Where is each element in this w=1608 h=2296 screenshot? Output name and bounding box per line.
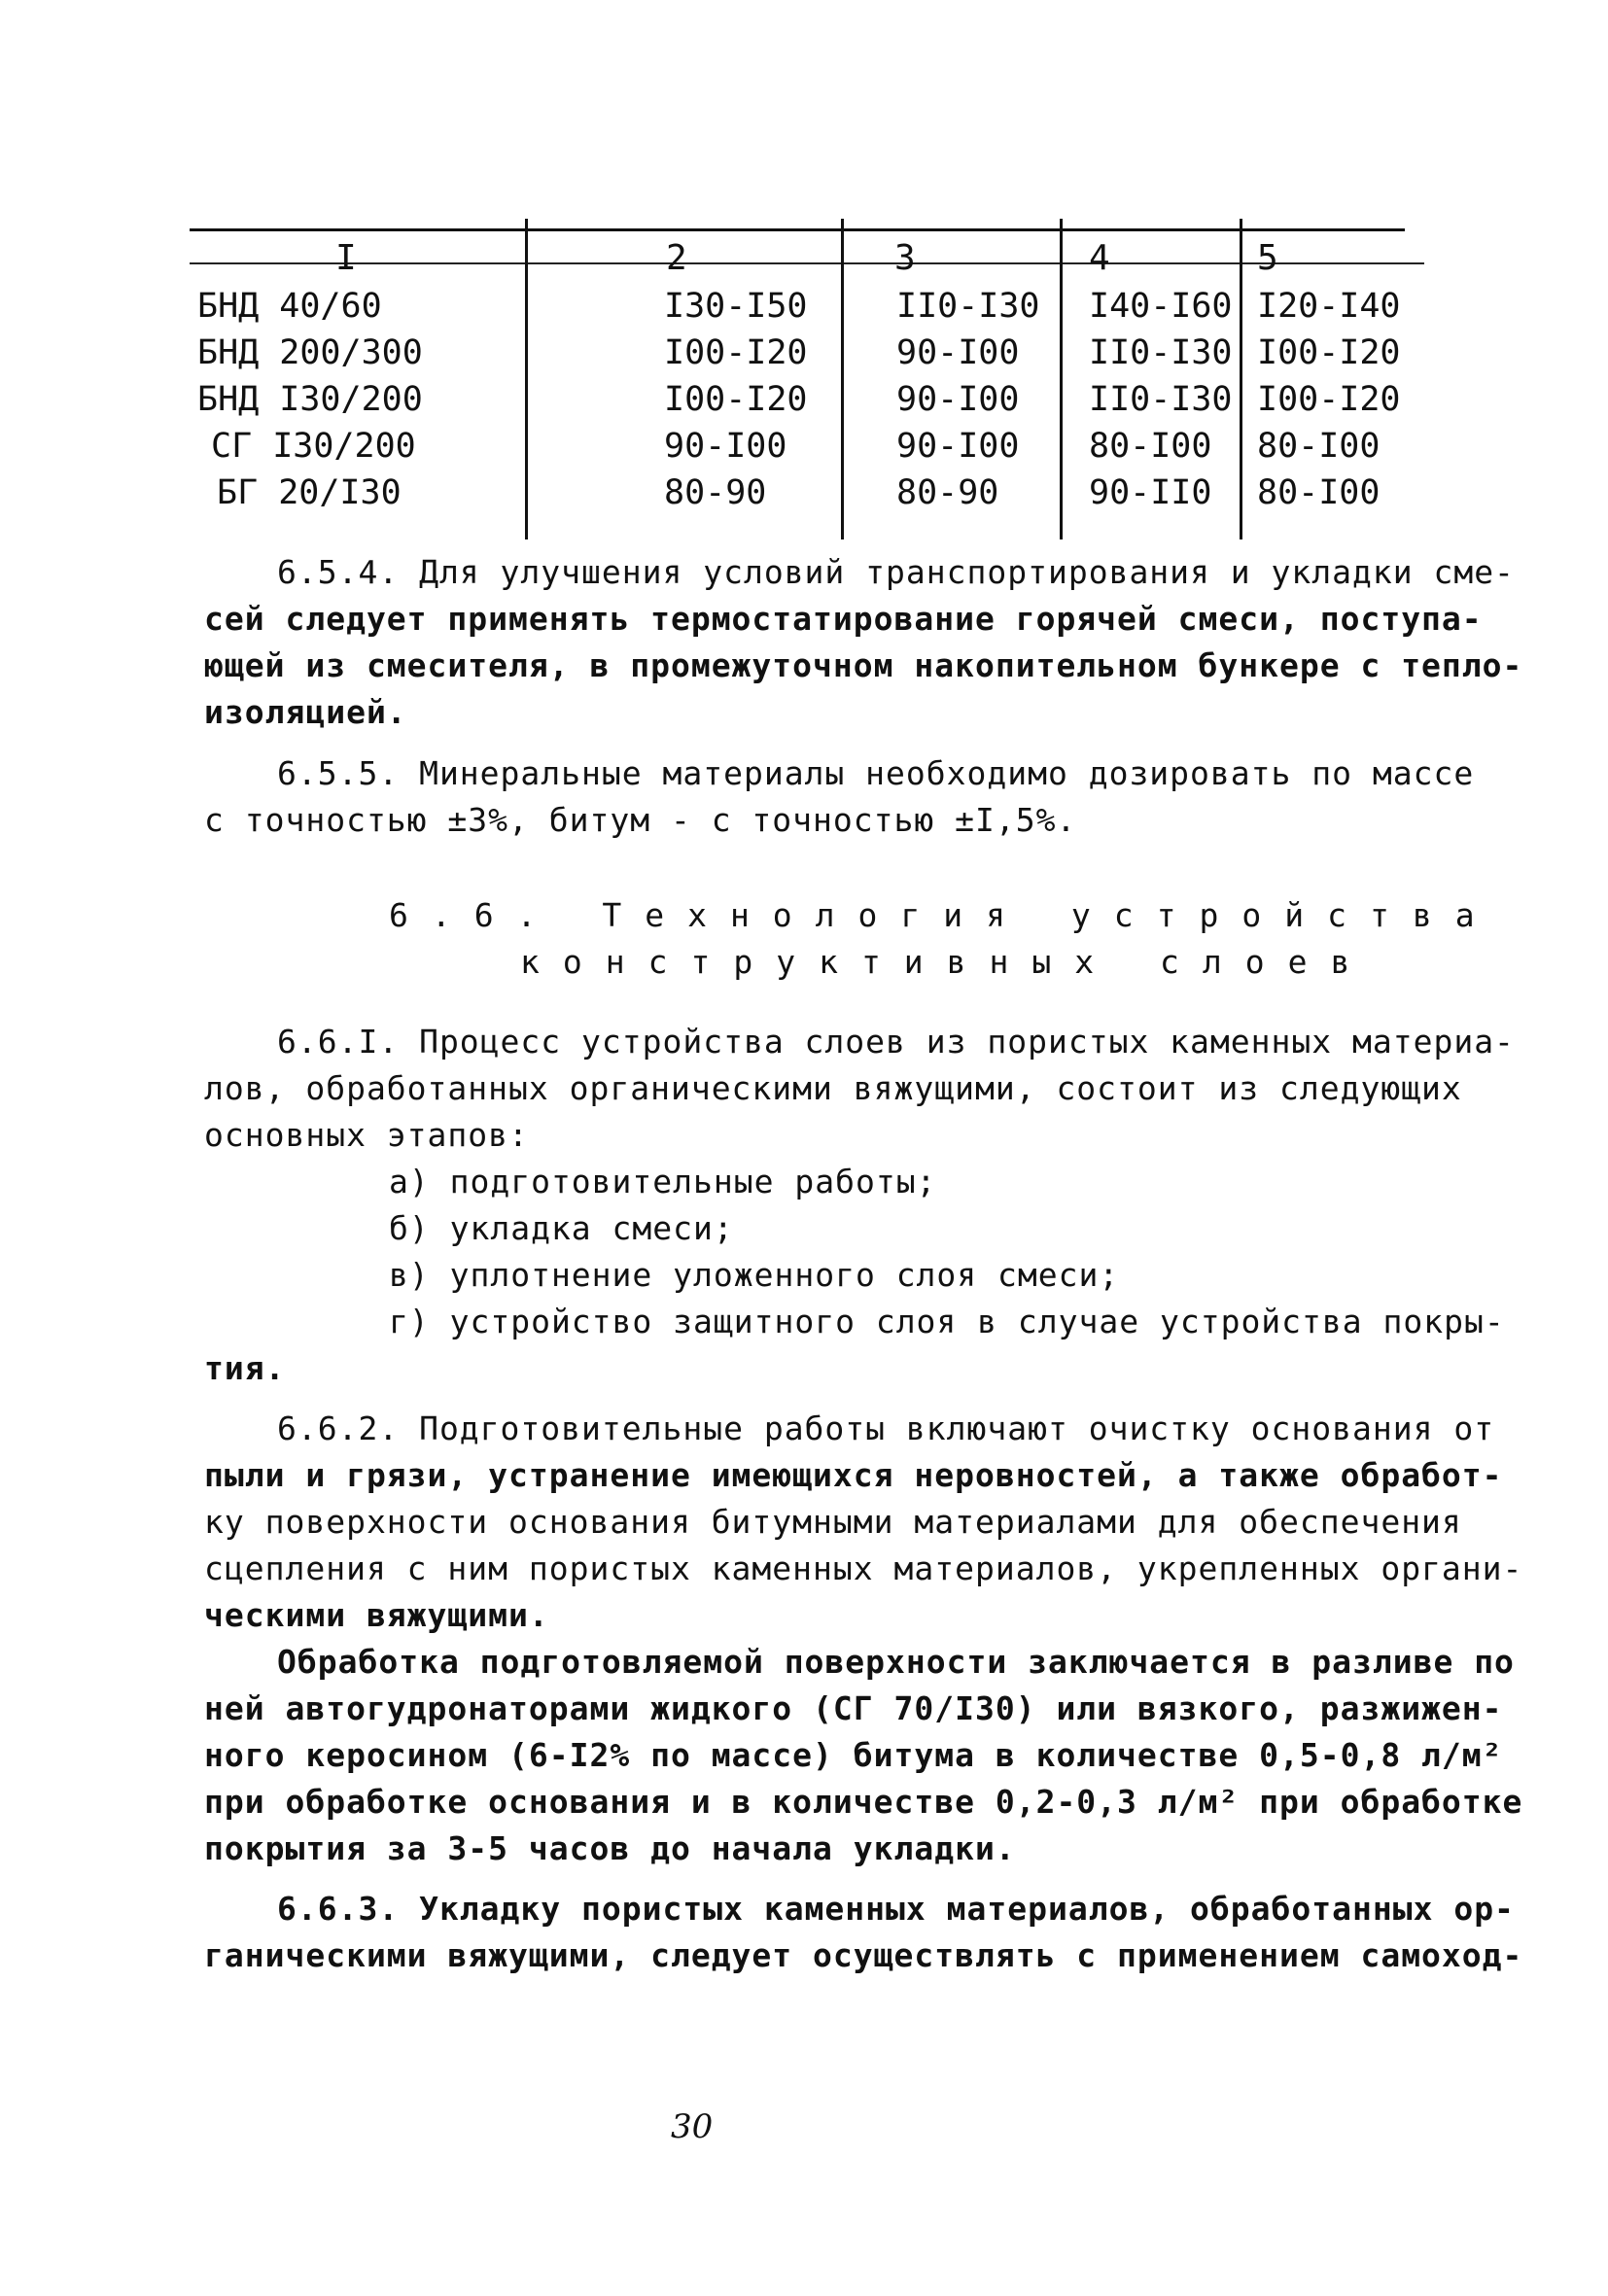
paragraph-6-5-5-line: с точностью ±3%, битум - с точностью ±I,5%. — [204, 801, 1077, 839]
table-header-col3: 3 — [894, 238, 916, 278]
table-cell: I00-I20 — [1257, 380, 1401, 419]
paragraph-6-5-4-line: изоляцией. — [204, 693, 407, 731]
paragraph-6-6-1-line: основных этапов: — [204, 1116, 529, 1154]
table-cell: БГ 20/I30 — [217, 473, 402, 512]
table-cell: БНД 40/60 — [197, 287, 382, 326]
table-cell: БНД I30/200 — [197, 380, 423, 419]
paragraph-6-6-2-line: ческими вяжущими. — [204, 1596, 549, 1634]
section-heading-line2: конструктивных слоев — [520, 943, 1374, 981]
paragraph-6-5-4-line: ющей из смесителя, в промежуточном накопительном бункере с тепло- — [204, 646, 1523, 684]
paragraph-treatment-line: при обработке основания и в количестве 0,2-0,3 л/м² при обработке — [204, 1783, 1523, 1821]
paragraph-6-6-3-line: ганическими вяжущими, следует осуществлять с применением самоход- — [204, 1936, 1523, 1974]
table-cell: I00-I20 — [1257, 333, 1401, 372]
paragraph-6-5-4-line: сей следует применять термостатирование горячей смеси, поступа- — [204, 600, 1483, 638]
table-cell: II0-I30 — [1089, 333, 1233, 372]
table-column-divider — [1240, 219, 1242, 539]
section-heading-line1: 6.6. Технология устройства — [389, 896, 1498, 934]
table-cell: 90-I00 — [664, 427, 787, 466]
list-item-continuation: тия. — [204, 1349, 286, 1387]
table-column-divider — [1060, 219, 1063, 539]
paragraph-6-6-1-line: лов, обработанных органическими вяжущими, состоит из следующих — [204, 1069, 1462, 1107]
table-header-col5: 5 — [1257, 238, 1278, 278]
table-cell: 80-90 — [896, 473, 999, 512]
paragraph-6-6-3-line: 6.6.3. Укладку пористых каменных материалов, обработанных ор- — [277, 1890, 1515, 1928]
table-cell: II0-I30 — [1089, 380, 1233, 419]
table-cell: 90-I00 — [896, 427, 1020, 466]
table-header-col2: 2 — [666, 238, 687, 278]
paragraph-6-5-4-line: 6.5.4. Для улучшения условий транспортирования и укладки сме- — [277, 553, 1515, 591]
list-item: а) подготовительные работы; — [389, 1163, 937, 1200]
table-cell: II0-I30 — [896, 287, 1040, 326]
paragraph-6-6-2-line: ку поверхности основания битумными материалами для обеспечения — [204, 1503, 1462, 1541]
paragraph-treatment-line: покрытия за 3-5 часов до начала укладки. — [204, 1829, 1016, 1867]
table-top-rule — [190, 228, 1405, 231]
table-cell: I00-I20 — [664, 380, 808, 419]
paragraph-treatment-line: ней автогудронаторами жидкого (СГ 70/I30) или вязкого, разжижен- — [204, 1689, 1503, 1727]
table-cell: 90-I00 — [896, 333, 1020, 372]
table-cell: СГ I30/200 — [211, 427, 416, 466]
table-cell: БНД 200/300 — [197, 333, 423, 372]
paragraph-6-5-5-line: 6.5.5. Минеральные материалы необходимо дозировать по массе — [277, 754, 1475, 792]
table-cell: 90-II0 — [1089, 473, 1212, 512]
table-cell: 80-I00 — [1089, 427, 1212, 466]
table-column-divider — [525, 219, 528, 539]
paragraph-6-6-2-line: 6.6.2. Подготовительные работы включают очистку основания от — [277, 1409, 1495, 1447]
paragraph-treatment-line: Обработка подготовляемой поверхности заключается в разливе по — [277, 1643, 1515, 1681]
table-cell: I30-I50 — [664, 287, 808, 326]
table-cell: I20-I40 — [1257, 287, 1401, 326]
list-item: г) устройство защитного слоя в случае устройства покры- — [389, 1303, 1505, 1340]
table-header-col1: I — [335, 238, 357, 278]
table-cell: 80-90 — [664, 473, 767, 512]
table-header-col4: 4 — [1089, 238, 1110, 278]
table-column-divider — [841, 219, 844, 539]
table-cell: 80-I00 — [1257, 473, 1381, 512]
paragraph-treatment-line: ного керосином (6-I2% по массе) битума в количестве 0,5-0,8 л/м² — [204, 1736, 1503, 1774]
table-cell: 90-I00 — [896, 380, 1020, 419]
list-item: в) уплотнение уложенного слоя смеси; — [389, 1256, 1120, 1294]
list-item: б) укладка смеси; — [389, 1209, 734, 1247]
table-cell: I40-I60 — [1089, 287, 1233, 326]
paragraph-6-6-1-line: 6.6.I. Процесс устройства слоев из пористых каменных материа- — [277, 1023, 1515, 1061]
table-cell: 80-I00 — [1257, 427, 1381, 466]
table-cell: I00-I20 — [664, 333, 808, 372]
paragraph-6-6-2-line: сцепления с ним пористых каменных материалов, укрепленных органи- — [204, 1549, 1523, 1587]
page-number: 30 — [671, 2107, 714, 2146]
paragraph-6-6-2-line: пыли и грязи, устранение имеющихся неровностей, а также обработ- — [204, 1456, 1503, 1494]
